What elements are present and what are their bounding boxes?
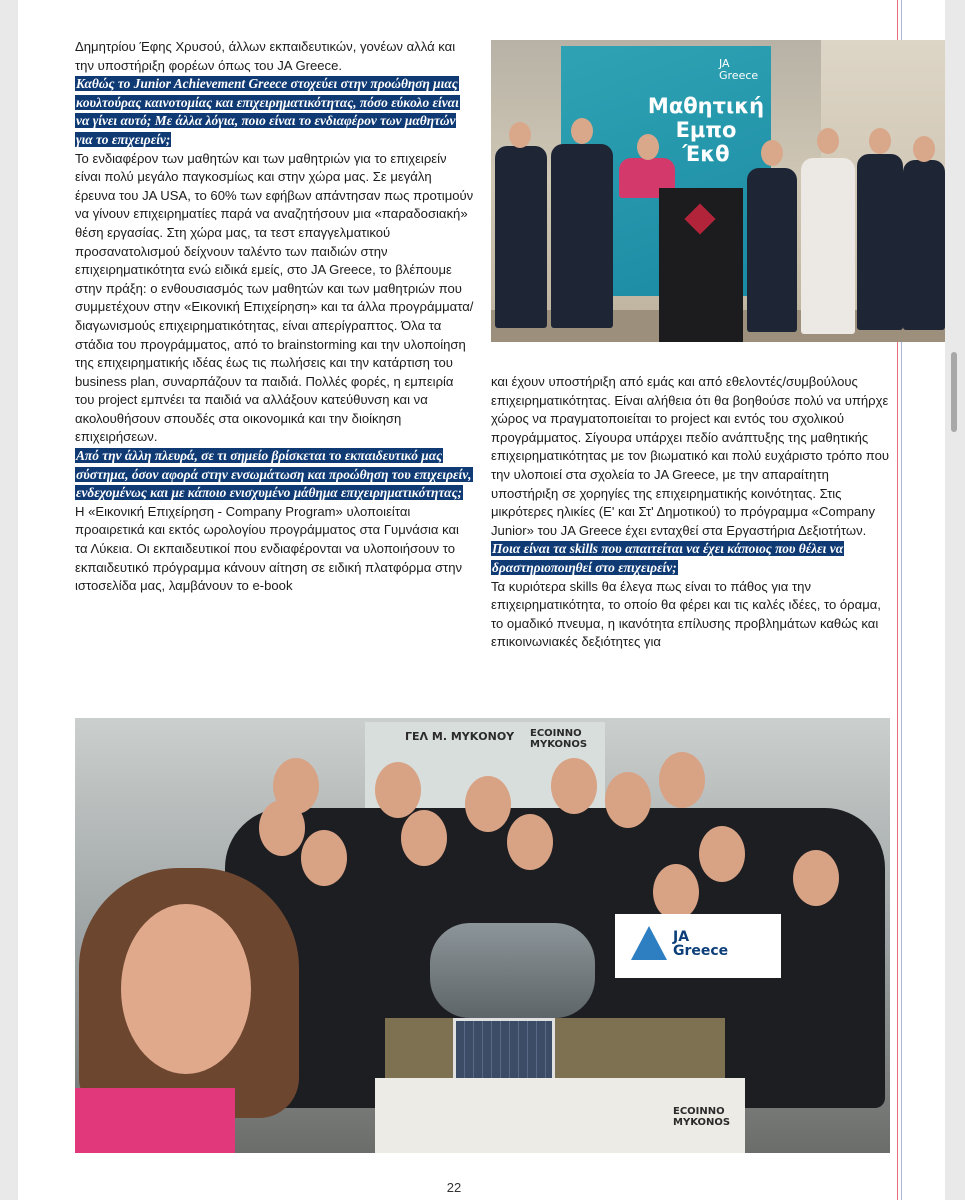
student-face	[401, 810, 447, 866]
student-face	[551, 758, 597, 814]
student-face	[653, 864, 699, 920]
answer-paragraph-3: Τα κυριότερα skills θα έλεγα πως είναι το πάθος για την επιχειρηματικότητα, το οποίο θα φέρει και τις καλές ιδέες, το όραμα, το ομαδικό πνευμα, η ικανότητα επίλυσης προβλημάτων καθώς και επικοινωνιακές δεξιότητες για	[491, 578, 881, 650]
answer-paragraph-2: Η «Εικονική Επιχείρηση - Company Program» υλοποιείται προαιρετικά και εκτός ωρολογίου προγράμματος στα Γυμνάσια και τα Λύκεια. Οι εκπαιδευτικοί που ενδιαφέρονται να υλοποιήσουν το εκπαιδευτικό πρόγραμμα κάνουν αίτηση σε ειδική πλατφόρμα στην ιστοσελίδα μας, λαμβάνουν το e-book	[75, 503, 463, 594]
photo-person	[747, 168, 797, 332]
student-team-photo	[75, 718, 890, 1153]
photo-person-head	[637, 134, 659, 160]
student-face	[465, 776, 511, 832]
banner-title: Μαθητική Εμπο Έκθ	[647, 94, 765, 166]
interview-question-3: Ποια είναι τα skills που απαιτείται να έχει κάποιος που θέλει να δραστηριοποιηθεί στο επιχειρείν;	[492, 541, 844, 575]
student-face	[605, 772, 651, 828]
photo-person-head	[817, 128, 839, 154]
student-face	[699, 826, 745, 882]
student-face	[259, 800, 305, 856]
student-face	[301, 830, 347, 886]
photo-person-head	[913, 136, 935, 162]
photo-person-head	[571, 118, 593, 144]
ja-greece-card-logo: JA Greece	[673, 929, 729, 959]
page-number: 22	[446, 1180, 462, 1195]
intro-paragraph: Δημητρίου Έφης Χρυσού, άλλων εκπαιδευτικών, γονέων αλλά και την υποστήριξη φορέων όπως του JA Greece.	[75, 39, 456, 73]
article-column-left	[75, 38, 475, 596]
scrollbar-thumb[interactable]	[951, 352, 957, 432]
student-face	[793, 850, 839, 906]
interview-question-1: Καθώς το Junior Achievement Greece στοχεύει στην προώθηση μιας κουλτούρας καινοτομίας και επιχειρηματικότητας, πόσο εύκολο είναι να γίνει αυτό; Με άλλα λόγια, ποιο είναι το ενδιαφέρον των μαθητών για το επιχειρείν;	[76, 76, 459, 147]
photo-person	[495, 146, 547, 328]
selfie-person-top	[75, 1088, 235, 1153]
answer-paragraph-1: Το ενδιαφέρον των μαθητών και των μαθητριών για το επιχειρείν είναι πολύ μεγάλο παγκοσμίως και στην χώρα μας. Σε μεγάλη έρευνα του JA USA, το 60% των εφήβων απάντησαν πως προτιμούν να γίνουν επιχειρηματίες παρά να αναζητήσουν μια «παραδοσιακή» θέση εργασίας. Στη χώρα μας, τα τεστ επαγγελματικού προσανατολισμού δείχνουν ταλέντο των παιδιών στην επιχειρηματικότητα ενώ ειδικά εμείς, στο JA Greece, το βλέπουμε στην πράξη: ο ενθουσιασμός των μαθητών και των μαθητριών που συμμετέχουν στην «Εικονική Επιχείρηση» και τα άλλα προγράμματα/διαγωνισμούς επιχειρηματικότητας, είναι απερίγραπτος. Όλα τα στάδια του προγράμματος, από το brainstorming και την υλοποίηση της επιχειρηματικής ιδέας έως τις πωλήσεις και την κατάρτιση του business plan, συναρπάζουν τα παιδιά. Πολλές φορές, η εμπειρία του project εμπνέει τα παιδιά να αλλάξουν κατεύθυνση και να ακολουθήσουν σπουδές στα οικονομικά και την διοίκηση επιχειρήσεων.	[75, 150, 474, 445]
photo-person	[903, 160, 945, 330]
photo-person-head	[509, 122, 531, 148]
photo-person	[801, 158, 855, 334]
student-face	[659, 752, 705, 808]
event-photo-podium	[491, 40, 945, 342]
photo-person	[857, 154, 903, 330]
ja-greece-card-logo-mark	[631, 926, 667, 960]
ecoinno-label-top: ECOINNO MYKONOS	[530, 728, 588, 750]
photo-person-head	[761, 140, 783, 166]
photo-person	[551, 144, 613, 328]
interview-question-2: Από την άλλη πλευρά, σε τι σημείο βρίσκεται το εκπαιδευτικό μας σύστημα, όσον αφορά στην ενσωμάτωση και προώθηση του επιχειρείν, ενδεχομένως και με κάποιο ενισχυμένο μάθημα επιχειρηματικότητας;	[76, 448, 472, 501]
article-column-right	[491, 373, 895, 652]
school-sign-text: ΓΕΛ Μ. ΜΥΚΟΝΟΥ	[405, 730, 515, 743]
student-face	[507, 814, 553, 870]
student-face	[375, 762, 421, 818]
ecoinno-label-table: ECOINNO MYKONOS	[673, 1106, 731, 1128]
photo-person-head	[869, 128, 891, 154]
ja-greece-logo: JA Greece	[719, 57, 759, 82]
water-tank-model	[430, 923, 595, 1018]
selfie-person-face	[121, 904, 251, 1074]
continuation-paragraph: και έχουν υποστήριξη από εμάς και από εθελοντές/συμβούλους επιχειρηματικότητας. Είναι αλήθεια ότι θα βοηθούσε πολύ να υπήρχε χώρος να πραγματοποιείται το project και εντός του σχολικού προγράμματος. Σίγουρα υπάρχει πεδίο ανάπτυξης της μαθητικής επιχειρηματικότητας με τον βιωματικό και πολύ ευχάριστο τρόπο που την υλοποιεί στα σχολεία το JA Greece, με την απαραίτητη υποστήριξη σε χορηγίες της επιχειρηματικής κοινότητας. Στις μικρότερες ηλικίες (Ε' και Στ' Δημοτικού) το πρόγραμμα «Company Junior» του JA Greece έχει ενταχθεί στα Εργαστήρια Δεξιοτήτων.	[491, 374, 890, 538]
